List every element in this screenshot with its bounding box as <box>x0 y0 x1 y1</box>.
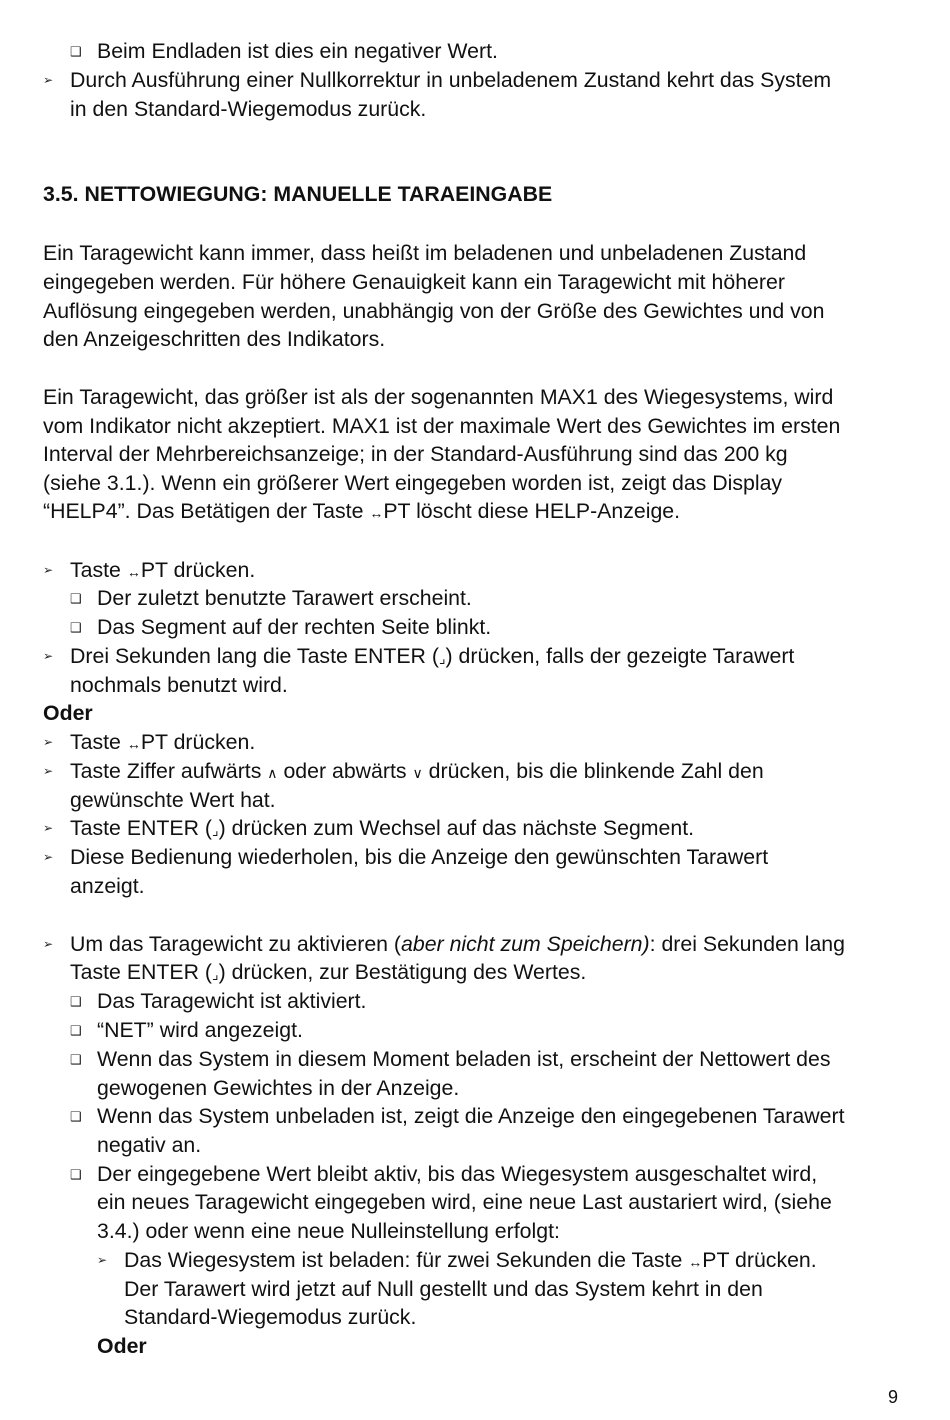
text-segment: Taste <box>70 730 127 754</box>
text-line <box>70 66 831 95</box>
text-line <box>97 1188 832 1217</box>
text-segment: Interval der Mehrbereichsanzeige; in der Standard-Ausführung sind das 200 kg <box>43 442 788 466</box>
text-line <box>97 987 366 1016</box>
text-segment: Taste Ziffer aufwärts <box>70 759 268 783</box>
text-line <box>70 958 586 989</box>
text-line <box>43 383 833 412</box>
text-segment: Um das Taragewicht zu aktivieren ( <box>70 932 402 956</box>
text-line <box>97 1102 844 1131</box>
square-bullet-icon: ❑ <box>70 1023 82 1038</box>
text-line <box>124 1303 416 1332</box>
key-symbol-icon: ⌟ <box>438 650 446 666</box>
text-segment: ein neues Taragewicht eingegeben wird, eine neue Last austariert wird, (siehe <box>97 1190 832 1214</box>
text-segment: Der eingegebene Wert bleibt aktiv, bis das Wiegesystem ausgeschaltet wird, <box>97 1162 818 1186</box>
square-bullet-icon: ❑ <box>70 994 82 1009</box>
arrow-bullet-icon: ➢ <box>43 850 54 864</box>
text-segment: Der zuletzt benutzte Tarawert erscheint. <box>97 586 472 610</box>
text-segment: Wenn das System in diesem Moment beladen ist, erscheint der Nettowert des <box>97 1047 831 1071</box>
text-segment: Taste ENTER ( <box>70 816 213 840</box>
text-line <box>97 1074 459 1103</box>
text-segment: Wenn das System unbeladen ist, zeigt die Anzeige den eingegebenen Tarawert <box>97 1104 845 1128</box>
text-line <box>70 757 764 788</box>
text-line <box>124 1275 763 1304</box>
text-line <box>70 556 255 587</box>
text-segment: 3.5. NETTOWIEGUNG: MANUELLE TARAEINGABE <box>43 182 553 206</box>
key-symbol-icon: ⌟ <box>212 966 219 982</box>
text-segment: “NET” wird angezeigt. <box>97 1018 303 1042</box>
text-line <box>124 1246 817 1277</box>
text-segment: Drei Sekunden lang die Taste ENTER ( <box>70 644 439 668</box>
square-bullet-icon: ❑ <box>70 620 82 635</box>
text-segment: Das Taragewicht ist aktiviert. <box>97 989 367 1013</box>
text-segment: (siehe 3.1.). Wenn ein größerer Wert eingegeben worden ist, zeigt das Display <box>43 471 783 495</box>
key-symbol-icon: ⌟ <box>212 822 219 838</box>
text-segment: ) drücken zum Wechsel auf das nächste Segment. <box>218 816 695 840</box>
square-bullet-icon: ❑ <box>70 1052 82 1067</box>
text-line <box>70 642 794 673</box>
text-line <box>43 469 782 498</box>
text-line <box>43 440 788 469</box>
text-segment: ) drücken, falls der gezeigte Tarawert <box>445 644 795 668</box>
arrow-bullet-icon: ➢ <box>43 73 54 87</box>
text-line <box>43 412 840 441</box>
text-segment: nochmals benutzt wird. <box>70 673 288 697</box>
text-line <box>97 1131 201 1160</box>
text-line <box>97 1160 817 1189</box>
text-segment: PT löscht diese HELP-Anzeige. <box>383 499 681 523</box>
text-segment: Taste ENTER ( <box>70 960 213 984</box>
text-segment: Standard-Wiegemodus zurück. <box>124 1305 417 1329</box>
text-segment: vom Indikator nicht akzeptiert. MAX1 ist der maximale Wert des Gewichtes im ersten <box>43 414 841 438</box>
text-line <box>43 497 680 528</box>
text-segment: Der Tarawert wird jetzt auf Null gestellt und das System kehrt in den <box>124 1277 763 1301</box>
text-segment: : drei Sekunden lang <box>649 932 845 956</box>
text-segment: eingegeben werden. Für höhere Genauigkeit kann ein Taragewicht mit höherer <box>43 270 785 294</box>
text-segment: anzeigt. <box>70 874 145 898</box>
text-segment: Das Segment auf der rechten Seite blinkt. <box>97 615 492 639</box>
text-segment: Ein Taragewicht kann immer, dass heißt im beladenen und unbeladenen Zustand <box>43 241 807 265</box>
text-segment: “HELP4”. Das Betätigen der Taste <box>43 499 370 523</box>
text-line <box>70 843 768 872</box>
text-line <box>70 872 145 901</box>
text-segment: den Anzeigeschritten des Indikators. <box>43 327 386 351</box>
text-line <box>70 95 426 124</box>
key-symbol-icon: ↔ <box>369 505 384 521</box>
text-segment: Durch Ausführung einer Nullkorrektur in unbeladenem Zustand kehrt das System <box>70 68 832 92</box>
text-segment: PT drücken. <box>140 730 256 754</box>
text-line <box>97 584 472 613</box>
text-line <box>43 268 785 297</box>
arrow-bullet-icon: ➢ <box>43 649 54 663</box>
text-line <box>70 728 255 759</box>
key-symbol-icon: ↔ <box>126 736 141 752</box>
arrow-bullet-icon: ➢ <box>43 937 54 951</box>
key-symbol-icon: ∨ <box>412 765 423 781</box>
text-line <box>43 297 824 326</box>
text-line <box>97 1016 303 1045</box>
text-line <box>97 37 498 66</box>
text-segment: Diese Bedienung wiederholen, bis die Anzeige den gewünschten Tarawert <box>70 845 769 869</box>
section-heading <box>43 180 552 209</box>
text-segment: gewogenen Gewichtes in der Anzeige. <box>97 1076 460 1100</box>
text-segment: oder abwärts <box>277 759 413 783</box>
text-segment: PT drücken. <box>702 1248 817 1272</box>
square-bullet-icon: ❑ <box>70 591 82 606</box>
arrow-bullet-icon: ➢ <box>97 1253 108 1267</box>
key-symbol-icon: ↔ <box>688 1254 703 1270</box>
text-line <box>97 1217 560 1246</box>
text-segment: negativ an. <box>97 1133 202 1157</box>
text-line <box>43 325 385 354</box>
text-line <box>43 239 806 268</box>
text-line <box>70 814 694 845</box>
square-bullet-icon: ❑ <box>70 1109 82 1124</box>
text-line <box>97 1332 147 1361</box>
text-segment: 3.4.) oder wenn eine neue Nulleinstellung erfolgt: <box>97 1219 560 1243</box>
text-segment: Das Wiegesystem ist beladen: für zwei Sekunden die Taste <box>124 1248 689 1272</box>
square-bullet-icon: ❑ <box>70 44 82 59</box>
text-segment: drücken, bis die blinkende Zahl den <box>422 759 764 783</box>
key-symbol-icon: ∧ <box>267 765 278 781</box>
arrow-bullet-icon: ➢ <box>43 735 54 749</box>
arrow-bullet-icon: ➢ <box>43 764 54 778</box>
arrow-bullet-icon: ➢ <box>43 563 54 577</box>
text-segment: PT drücken. <box>140 558 256 582</box>
text-segment: Oder <box>43 701 93 725</box>
arrow-bullet-icon: ➢ <box>43 821 54 835</box>
text-segment: Beim Endladen ist dies ein negativer Wert. <box>97 39 498 63</box>
text-line <box>70 786 276 815</box>
square-bullet-icon: ❑ <box>70 1167 82 1182</box>
text-segment: Ein Taragewicht, das größer ist als der sogenannten MAX1 des Wiegesystems, wird <box>43 385 834 409</box>
text-segment: aber nicht zum Speichern) <box>401 932 650 956</box>
text-line <box>70 930 845 959</box>
text-segment: Auflösung eingegeben werden, unabhängig von der Größe des Gewichtes und von <box>43 299 825 323</box>
text-segment: ) drücken, zur Bestätigung des Wertes. <box>218 960 587 984</box>
text-line <box>70 671 288 700</box>
text-line <box>97 1045 831 1074</box>
text-line <box>43 699 93 728</box>
key-symbol-icon: ↔ <box>126 564 141 580</box>
text-segment: in den Standard-Wiegemodus zurück. <box>70 97 427 121</box>
text-segment: gewünschte Wert hat. <box>70 788 276 812</box>
text-segment: Taste <box>70 558 127 582</box>
page-number: 9 <box>888 1387 899 1407</box>
text-segment: Oder <box>97 1334 147 1358</box>
text-line <box>97 613 491 642</box>
